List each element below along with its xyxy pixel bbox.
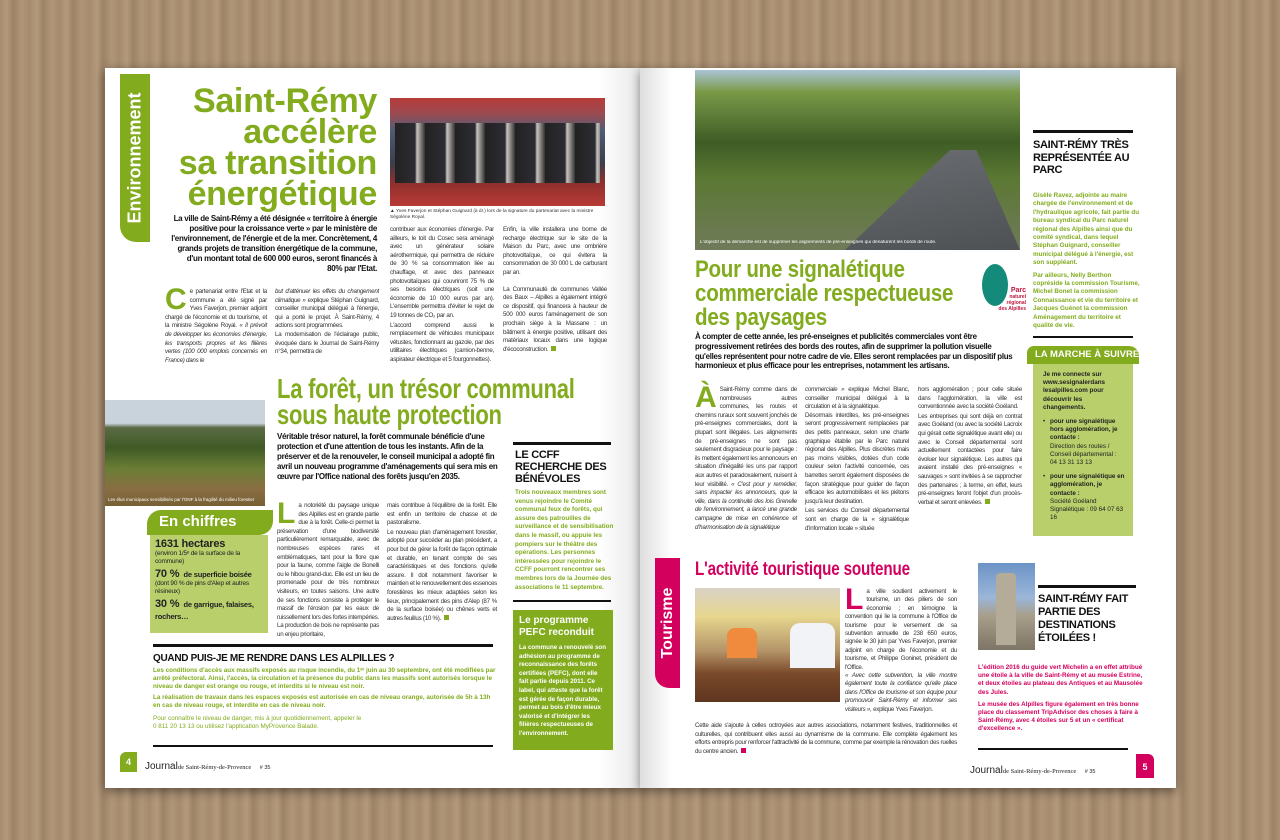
article-title: Saint-Rémy accélère sa transition énergétique [178, 82, 377, 213]
parc-heading: SAINT-RÉMY TRÈS REPRÉSENTÉE AU PARC [1033, 139, 1130, 176]
pefc-box: Le programme PEFC reconduit La commune a renouvelé son adhésion au programme de reconnaissance des forêts certifiées (PEFC), dont elle fait partie depuis 2011. Ce label, qui atteste que la forêt est gérée de façon durable, permet au bois d'être mieux valorisé et d'intégrer les filières respectueuses de l'environnement. [513, 610, 613, 750]
article-col-2: but d'atténuer les effets du changement climatique » explique Stéphan Guignard, conseiller municipal délégué à l'énergie, qui a porté le projet. À Saint-Rémy, 4 actions sont programmées. La modernisation de l'éclairage public, évoquée dans le Journal de Saint-Rémy n°34, permettra de [275, 288, 379, 356]
forest-article-intro: Véritable trésor naturel, la forêt communale bénéficie d'une protection et d'une attention de tous les instants. Afin de la préserver et de la renouveler, le conseil municipal a adopté fin avril un nouveau programme d'aménagements qui sera mis en œuvre par l'Office national des forêts jusqu'en 2035. [277, 432, 498, 481]
alpilles-text: Les conditions d'accès aux massifs exposés au risque incendie, du 1ᵉʳ juin au 30 septembre, ont été modifiées par arrêté préfectoral. Ainsi, l'accès, la circulation et la présence du public dans les massifs sont autorisés lorsque le niveau de danger est orange ou rouge, et interdits si le niveau est noir. La réalisation de travaux dans les espaces exposés est autorisée en cas de niveau orange, autorisée de 5h à 13h en cas de niveau rouge, et interdite en cas de niveau noir. Pour connaître le niveau de danger, mis à jour quotidiennement, appeler le 0 811 20 13 13 ou utilisez l'application MyProvence Balade. [153, 667, 496, 731]
ccff-text: Trois nouveaux membres sont venus rejoindre le Comité communal feux de forêts, qui assure des patrouilles de surveillance et de sensibilisation dans le massif, ou appuie les pompiers sur le théâtre des opérations. Les personnes intéressées pour rejoindre le CCFF pourront rencontrer ses membres lors de la Journée des associations le 11 septembre. [515, 489, 614, 591]
alpilles-heading: QUAND PUIS-JE ME RENDRE DANS LES ALPILLES ? [153, 653, 395, 664]
etoiles-text: L'édition 2016 du guide vert Michelin a en effet attribué une étoile à la ville de Saint-Rémy et au musée Estrine, et deux étoiles au plateau des Antiques et au Mausolée des Jules. Le musée des Alpilles figure également en très bonne place du classement TripAdvisor des choses à faire à Saint-Rémy, avec 4 étoiles sur 5 et un « certificat d'excellence ». [978, 664, 1143, 733]
section-tab-environnement: Environnement [120, 74, 150, 242]
end-mark-icon [551, 346, 556, 351]
article-col-3: contribuer aux économies d'énergie. Par ailleurs, le toit du Cosec sera aménagé avec un générateur solaire aérothermique, qui permettra de réduire de 30 % sa consommation liée au chauffage, et avec des panneaux photovoltaïques qui couvriront 75 % de ses besoins électriques (soit une économie de 10 000 euros par an). L'ensemble permettra d'éviter le rejet de 19 tonnes de CO₂ par an. L'accord comprend aussi le remplacement de véhicules municipaux vétustes, fonctionnant au gazole, par des utilitaires électriques (camion-benne, aspirateur électrique et 5 fourgonnettes). [390, 226, 494, 363]
marche-heading: LA MARCHE À SUIVRE [1027, 346, 1139, 364]
page-number-4: 4 [120, 752, 137, 772]
end-mark-icon [444, 615, 449, 620]
signaletique-title: Pour une signalétique commerciale respectueuse des paysages [695, 256, 954, 331]
road-photo-caption: L'objectif de la démarche est de supprimer les alignements de pré-enseignes qui dénaturent les bords de route. [700, 240, 937, 245]
divider [1038, 585, 1136, 588]
parc-alpilles-logo: Parc naturel régional des Alpilles [978, 264, 1026, 326]
signing-photo [695, 588, 840, 702]
journal-footer: Journalde Saint-Rémy-de-Provence # 35 [145, 761, 271, 772]
mausoleum-photo [978, 563, 1035, 650]
right-page [640, 68, 1176, 788]
forest-photo [105, 400, 265, 506]
page-number-5: 5 [1136, 754, 1154, 778]
tourisme-text: La ville soutient activement le tourisme, un des piliers de son économie ; en témoigne la convention qui lie la commune à l'Office de tourisme pour le versement de sa subvention annuelle de 238 650 euros, signée le 30 juin par Yves Faverjon, premier adjoint en charge de l'économie et du tourisme, et Philippe Goninet, président de l'Office. « Avec cette subvention, la ville montre également toute la confiance qu'elle place dans l'Office de tourisme et son équipe pour promouvoir Saint-Rémy et informer ses visiteurs », explique Yves Faverjon. [845, 583, 957, 713]
ministry-photo [390, 98, 605, 206]
divider [513, 442, 611, 445]
tourisme-title: L'activité touristique soutenue [695, 559, 910, 580]
en-chiffres-heading: En chiffres [147, 510, 273, 535]
forest-col-1: La notoriété du paysage unique des Alpilles est en grande partie due à la forêt. Celle-ci permet la préservation d'une biodiversité particulièrement remarquable, avec de nombreuses espèces rares et emblématiques, tant pour la flore que pour la faune, comme l'aigle de Bonelli ou le hibou grand-duc. Elle est un lieu de promenade pour de très nombreux visiteurs, en toutes saisons. Une autre de ses fonctions consiste à protéger le massif de l'érosion par les eaux de ruissellement lors des fortes intempéries. La production de bois ne représente pas un enjeu prioritaire, [277, 497, 379, 638]
section-tab-tourisme: Tourisme [655, 558, 680, 688]
signaletique-col-3: hors agglomération ; pour celle située dans l'agglomération, la ville est conventionnée avec la société Goéland. Les entreprises qui sont déjà en contrat avec Goéland (ou avec la société Lacroix qui gérait cette signalétique avant elle) ou avec le Conseil départemental sont actuellement contactées pour faire évoluer leur signalétique. Les autres qui avaient installé des pré-enseignes « sauvages » sont invitées à se rapprocher des partenaires ; à terme, en effet, leurs pré-enseignes feront l'objet d'un procès-verbal et seront enlevées. [918, 386, 1022, 506]
article-intro: La ville de Saint-Rémy a été désignée « territoire à énergie positive pour la croissance verte » par le ministère de l'environnement, de l'énergie et de la mer. Concrètement, 4 grands projets de transition énergétique de la commune, d'un montant total de 600 000 euros, seront financés à 80% par l'Etat. [171, 214, 377, 273]
photo-caption: ▲ Yves Faverjon et Stéphan Guignard (à dr.) lors de la signature du partenariat avec la ministre Ségolène Royal. [390, 209, 594, 220]
divider [1033, 336, 1133, 338]
parc-text: Gisèle Ravez, adjointe au maire chargée de l'environnement et de l'hydraulique agricole, fait partie du bureau syndical du Parc naturel régional des Alpilles ainsi que du comité syndical, dans lequel Stéphan Guignard, conseiller municipal délégué à l'énergie, est son suppléant. Par ailleurs, Nelly Berthon copréside la commission Tourisme, Michel Bonet la commission Connaissance et vie du territoire et Jacques Guénot la commission Aménagement du territoire et qualité de vie. [1033, 192, 1140, 330]
signaletique-col-1: À Saint-Rémy comme dans de nombreuses autres communes, les routes et chemins ruraux sont souvent jonchés de pré-enseignes commerciales, dont la plupart sont illégales. Les alignements de pré-enseignes ne sont pas seulement disgracieux pour le paysage : ils mettent également les annonceurs en situation d'inégalité les uns par rapport aux autres et paradoxalement, nuisent à leur visibilité. « C'est pour y remédier, sans impacter les annonceurs, que la ville, dans la continuité des lois Grenelle de l'environnement, a lancé une grande campagne de mise en cohérence et d'harmonisation de la signalétique [695, 381, 797, 531]
divider [513, 600, 611, 602]
forest-article-title: La forêt, un trésor communal sous haute protection [277, 373, 575, 430]
divider [1033, 130, 1133, 133]
end-mark-icon [985, 499, 990, 504]
forest-col-2: mais contribue à l'équilibre de la forêt. Elle est enfin un territoire de chasse et de pastoralisme. Le nouveau plan d'aménagement forestier, adopté pour succéder au plan précédent, a pour but de gérer la forêt de façon optimale et durable, en tenant compte de ses caractéristiques et des fonctions qu'elle assure. Il doit notamment favoriser le maintien et le renouvellement des essences forestières les mieux adaptées selon les lieux, principalement des pins d'Alep (87 % de la surface boisée) ou chênes verts et autres feuillus (10 %). [387, 502, 497, 622]
etoiles-heading: SAINT-RÉMY FAIT PARTIE DES DESTINATIONS ÉTOILÉES ! [1038, 593, 1129, 644]
divider [153, 644, 493, 647]
signaletique-col-2: commerciale » explique Michel Blanc, conseiller municipal délégué à la circulation et à la signalétique. Désormais interdites, les pré-enseignes seront progressivement remplacées par des petits panneaux, selon une charte graphique établie par le Parc naturel régional des Alpilles. Plus discrètes mais pas moins visibles, dotées d'un code couleur selon l'activité concernée, ces barrettes seront également disposées de façon stratégique pour guider de façon efficace les automobilistes et les piétons jusqu'à leur destination. Les services du Conseil départemental sont en charge de la « signalétique d'information locale » située [805, 386, 909, 532]
divider [978, 748, 1128, 750]
ccff-heading: LE CCFF RECHERCHE DES BÉNÉVOLES [515, 449, 607, 485]
road-photo [695, 70, 1020, 250]
marche-box: Je me connecte sur www.sesignalerdans lesalpilles.com pour découvrir les changements. • pour une signalétique hors agglomération, je contacte : Direction des routes / Conseil départemental : 04 13 31 13 13 • pour une signalétique en agglomération, je contacte : Société Goéland Signalétique : 09 64 07 63 16 [1033, 364, 1133, 536]
left-page [105, 68, 641, 788]
journal-footer: Journalde Saint-Rémy-de-Provence # 35 [970, 765, 1096, 776]
article-col-1: Ce partenariat entre l'Etat et la commune a été signé par Yves Faverjon, premier adjoint chargé de l'économie et du tourisme, et la ministre Ségolène Royal. « Il prévoit de développer les économies d'énergie, les transports propres et les filières vertes (100 000 emplois concernés en France) dans le [165, 283, 267, 364]
end-mark-icon [741, 748, 746, 753]
en-chiffres-box: 1631 hectares (environ 1/5ᵉ de la surface de la commune) 70 % de superficie boisée (dont 90 % de pins d'Alep et autres résineux) 30 % de garrigue, falaises, rochers… [150, 535, 268, 633]
forest-photo-caption: Les élus municipaux sensibilisés par l'ONF à la fragilité du milieu forestier [108, 497, 255, 502]
article-col-4: Enfin, la ville installera une borne de recharge électrique sur le site de la Maison du Parc, avec une ombrière photovoltaïque, ce qui évitera la consommation de 30 000 L de carburant par an. La Communauté de communes Vallée des Baux – Alpilles a également intégré ce dispositif, qui financera à hauteur de 500 000 euros l'aménagement de son prochain siège à la Massane : un bâtiment à énergie positive, utilisant des matériaux locaux dans une logique d'écoconstruction. [503, 226, 607, 353]
divider [153, 745, 493, 747]
signaletique-intro: À compter de cette année, les pré-enseignes et publicités commerciales vont être progressivement retirées des bords des routes, afin de supprimer la pollution visuelle qu'elles représentent pour notre cadre de vie. Elles seront remplacées par un dispositif plus harmonieux et plus efficace pour les entreprises, notamment les artisans. [695, 332, 1013, 371]
tourisme-text-bottom: Cette aide s'ajoute à celles octroyées aux autres associations, notamment festives, traditionnelles et culturelles, qui contribuent elles aussi au dynamisme de la commune. Elle complète également les efforts entrepris pour renforcer l'attractivité de la commune, comme par exemple la rénovation des ruelles du centre ancien. [695, 722, 957, 755]
